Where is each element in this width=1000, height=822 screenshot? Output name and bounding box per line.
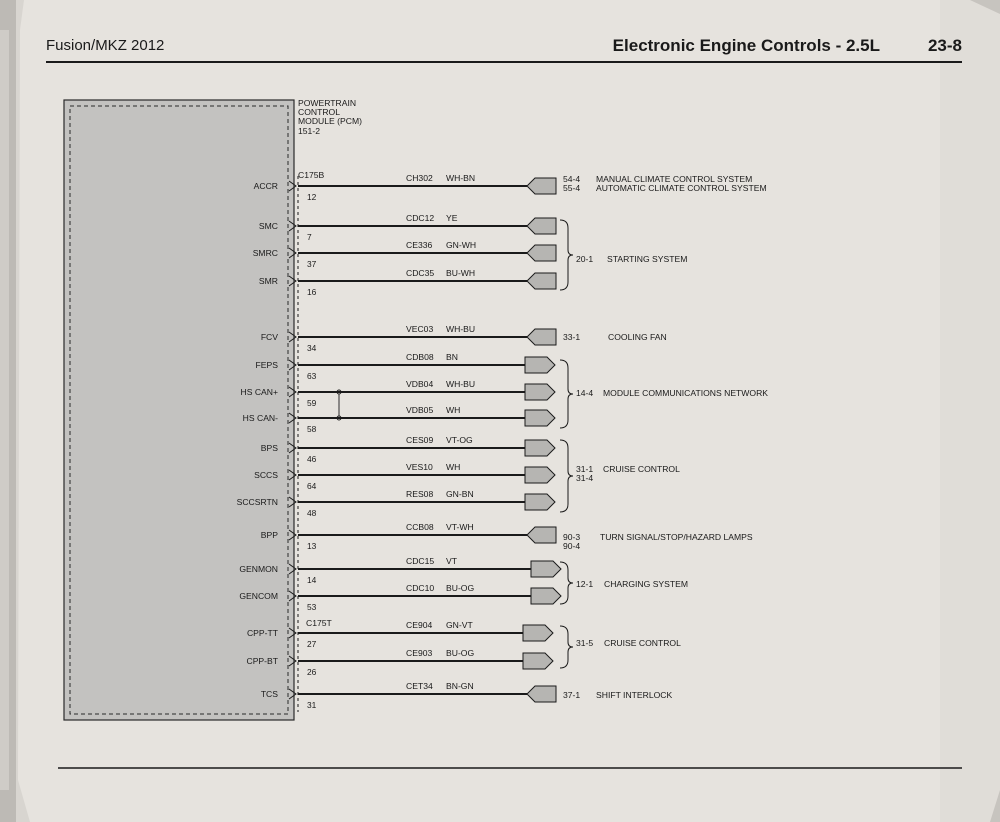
header-section-title: Electronic Engine Controls - 2.5L bbox=[612, 36, 880, 55]
wire-pin-number: 16 bbox=[307, 287, 317, 297]
destination-system: SHIFT INTERLOCK bbox=[596, 690, 673, 700]
wire-color-code: BU-OG bbox=[446, 648, 475, 658]
wire-pin-number: 46 bbox=[307, 454, 317, 464]
wire-pin-number: 12 bbox=[307, 192, 317, 202]
wire-signal-label: TCS bbox=[260, 689, 278, 699]
wire-signal-label: SMR bbox=[258, 276, 278, 286]
binding-strip bbox=[0, 30, 9, 790]
wire-circuit-id: VEC03 bbox=[406, 324, 434, 334]
wire-circuit-id: CH302 bbox=[406, 173, 433, 183]
destination-system: MANUAL CLIMATE CONTROL SYSTEM bbox=[596, 174, 753, 184]
wire-color-code: VT bbox=[446, 556, 457, 566]
wire-circuit-id: CE904 bbox=[406, 620, 433, 630]
wire-pin-number: 63 bbox=[307, 371, 317, 381]
wire-color-code: WH bbox=[446, 405, 461, 415]
destination-ref: 90-3 bbox=[563, 532, 581, 542]
wire-color-code: VT-WH bbox=[446, 522, 474, 532]
destination-system: CHARGING SYSTEM bbox=[604, 579, 689, 589]
destination bbox=[563, 332, 667, 342]
wire-signal-label: FCV bbox=[260, 332, 278, 342]
wire-signal-label: BPP bbox=[260, 530, 278, 540]
pcm-label-line: 151-2 bbox=[298, 126, 320, 136]
wire-signal-label: GENCOM bbox=[239, 591, 278, 601]
wire-signal-label: GENMON bbox=[239, 564, 278, 574]
wire-color-code: VT-OG bbox=[446, 435, 473, 445]
header-left-title: Fusion/MKZ 2012 bbox=[46, 37, 165, 54]
destination-ref: 90-4 bbox=[563, 541, 581, 551]
wire-pin-number: 26 bbox=[307, 667, 317, 677]
pcm-label-line: POWERTRAIN bbox=[298, 98, 357, 108]
wire-signal-label: FEPS bbox=[255, 360, 278, 370]
wire-signal-label: HS CAN- bbox=[242, 413, 278, 423]
wire-color-code: BU-WH bbox=[446, 268, 476, 278]
wire-pin-number: 13 bbox=[307, 541, 317, 551]
destination-ref: 31-1 bbox=[576, 464, 594, 474]
destination-system: CRUISE CONTROL bbox=[603, 464, 680, 474]
wire-circuit-id: CE336 bbox=[406, 240, 433, 250]
destination-ref: 31-5 bbox=[576, 638, 594, 648]
wire-signal-label: HS CAN+ bbox=[240, 387, 278, 397]
destination-system: MODULE COMMUNICATIONS NETWORK bbox=[603, 388, 769, 398]
wire-circuit-id: CDB08 bbox=[406, 352, 434, 362]
wire-color-code: YE bbox=[446, 213, 458, 223]
connector-c175b-label: C175B bbox=[298, 170, 325, 180]
destination-ref: 37-1 bbox=[563, 690, 581, 700]
wire-signal-label: SMRC bbox=[252, 248, 278, 258]
wire-color-code: WH bbox=[446, 462, 461, 472]
wire-circuit-id: CET34 bbox=[406, 681, 433, 691]
wire-color-code: GN-BN bbox=[446, 489, 474, 499]
wire-circuit-id: CE903 bbox=[406, 648, 433, 658]
destination-system: AUTOMATIC CLIMATE CONTROL SYSTEM bbox=[596, 183, 767, 193]
destination-ref: 12-1 bbox=[576, 579, 594, 589]
destination bbox=[563, 690, 673, 700]
wire-color-code: BU-OG bbox=[446, 583, 475, 593]
wire-pin-number: 14 bbox=[307, 575, 317, 585]
paper-shade bbox=[940, 0, 1000, 822]
wire-circuit-id: RES08 bbox=[406, 489, 434, 499]
wire-circuit-id: VES10 bbox=[406, 462, 433, 472]
wire-pin-number: 64 bbox=[307, 481, 317, 491]
wire-pin-number: 37 bbox=[307, 259, 317, 269]
destination-ref: 31-4 bbox=[576, 473, 594, 483]
destination-ref: 55-4 bbox=[563, 183, 581, 193]
wire-pin-number: 7 bbox=[307, 232, 312, 242]
wire-color-code: BN bbox=[446, 352, 458, 362]
wire-signal-label: CPP-BT bbox=[246, 656, 278, 666]
wire-circuit-id: CCB08 bbox=[406, 522, 434, 532]
pcm-label-line: MODULE (PCM) bbox=[298, 116, 362, 126]
connector-c175t-label: C175T bbox=[306, 618, 332, 628]
wire-circuit-id: VDB05 bbox=[406, 405, 434, 415]
wire-circuit-id: CDC10 bbox=[406, 583, 435, 593]
header-page-number: 23-8 bbox=[927, 36, 962, 55]
wire-pin-number: 58 bbox=[307, 424, 317, 434]
pcm-label-line: CONTROL bbox=[298, 107, 341, 117]
wire-circuit-id: CES09 bbox=[406, 435, 434, 445]
destination-ref: 33-1 bbox=[563, 332, 581, 342]
wire-signal-label: SCCS bbox=[254, 470, 278, 480]
wire-color-code: BN-GN bbox=[446, 681, 474, 691]
wire-pin-number: 48 bbox=[307, 508, 317, 518]
wire-pin-number: 53 bbox=[307, 602, 317, 612]
destination-ref: 20-1 bbox=[576, 254, 594, 264]
destination-system: STARTING SYSTEM bbox=[607, 254, 688, 264]
wire-signal-label: SMC bbox=[258, 221, 278, 231]
wire-color-code: WH-BU bbox=[446, 379, 476, 389]
wire-color-code: WH-BN bbox=[446, 173, 476, 183]
wire-pin-number: 34 bbox=[307, 343, 317, 353]
wire-pin-number: 59 bbox=[307, 398, 317, 408]
wire-color-code: GN-WH bbox=[446, 240, 477, 250]
wire-signal-label: BPS bbox=[260, 443, 278, 453]
destination-ref: 54-4 bbox=[563, 174, 581, 184]
destination-system: TURN SIGNAL/STOP/HAZARD LAMPS bbox=[600, 532, 753, 542]
pcm-module-box bbox=[64, 100, 294, 720]
wire-circuit-id: CDC35 bbox=[406, 268, 435, 278]
destination-system: CRUISE CONTROL bbox=[604, 638, 681, 648]
wire-circuit-id: VDB04 bbox=[406, 379, 434, 389]
wire-signal-label: ACCR bbox=[253, 181, 278, 191]
wire-circuit-id: CDC15 bbox=[406, 556, 435, 566]
destination-ref: 14-4 bbox=[576, 388, 594, 398]
destination-system: COOLING FAN bbox=[608, 332, 667, 342]
wire-pin-number: 27 bbox=[307, 639, 317, 649]
wire-signal-label: SCCSRTN bbox=[236, 497, 278, 507]
wire-signal-label: CPP-TT bbox=[246, 628, 278, 638]
wire-pin-number: 31 bbox=[307, 700, 317, 710]
wire-circuit-id: CDC12 bbox=[406, 213, 435, 223]
wire-color-code: WH-BU bbox=[446, 324, 476, 334]
wire-color-code: GN-VT bbox=[446, 620, 473, 630]
